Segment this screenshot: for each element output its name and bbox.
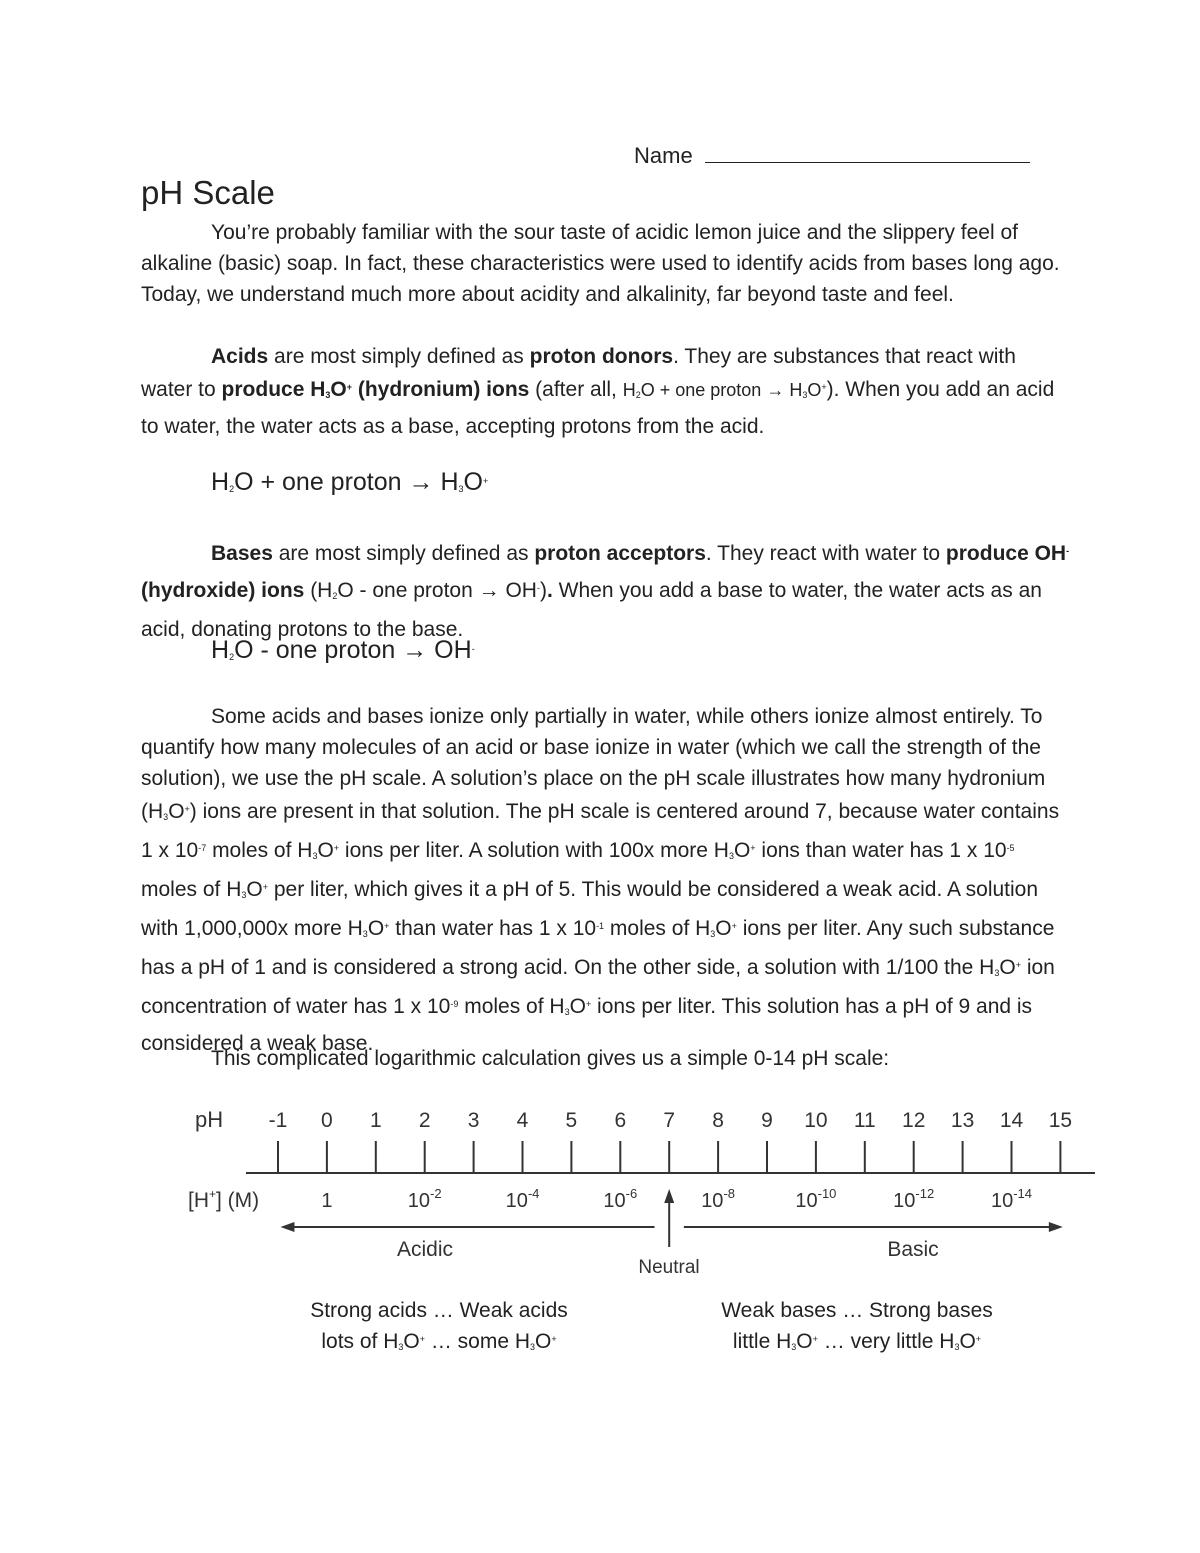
ph-tick-label: 1 <box>369 1109 382 1132</box>
base-hydronium-line: little $H_3O^+$ … very little $H_3O^+$ <box>732 1330 982 1353</box>
h-concentration-label: [H+] (M) <box>188 1187 260 1212</box>
paragraph-acids: Acids are most simply defined as proton donors. They are substances that react with water to produce $H_3O^+$ (hydronium) ions (after all, $H_2O$ + one proton → $H_3O^+$). When you add an acid to water, the water acts as a base, accepting protons from the acid. <box>141 345 1055 438</box>
acid-hydronium-line: lots of $H_3O^+$ … some $H_3O^+$ <box>321 1330 557 1353</box>
neutral-arrow-head <box>664 1189 674 1203</box>
basic-arrow-head <box>1049 1222 1063 1232</box>
paragraph-ph-explanation: Some acids and bases ionize only partially in water, while others ionize almost entirely. To quantify how many molecules of an acid or base ionize in water (which we call the strength of the solution), we use the pH scale. A solution’s place on the pH scale illustrates how many hydronium $(H_3O^+)$ ions are present in that solution. The pH scale is centered around 7, because water contains 1 x $10^{-7}$ moles of $H_3O^+$ ions per liter. A solution with 100x more $H_3O^+$ ions than water has 1 x $10^{-5}$ moles of $H_3O^+$ per liter, which gives it a pH of 5. This would be considered a weak acid. A solution with 1,000,000x more $H_3O^+$ than water has 1 x $10^{-1}$ moles of $H_3O^+$ ions per liter. Any such substance has a pH of 1 and is considered a strong acid. On the other side, a solution with 1/100 the $H_3O^+$ ion concentration of water has 1 x $10^{-9}$ moles of $H_3O^+$ ions per liter. This solution has a pH of 9 and is considered a weak base. <box>141 705 1060 1055</box>
h-concentration-value: $10^{-14}$ <box>990 1186 1033 1212</box>
ph-tick-label: 7 <box>663 1109 676 1132</box>
proton-acceptors-term: proton acceptors <box>534 542 706 565</box>
ph-tick-label: 6 <box>614 1109 627 1132</box>
ph-tick-label: 13 <box>950 1109 975 1132</box>
ph-tick-label: 15 <box>1048 1109 1073 1132</box>
acidic-label: Acidic <box>396 1238 454 1261</box>
ph-tick-label: 2 <box>418 1109 431 1132</box>
acid-strength-line: Strong acids … Weak acids <box>310 1299 568 1322</box>
ph-tick-label: 0 <box>321 1109 333 1132</box>
basic-label: Basic <box>887 1238 939 1261</box>
ph-tick-label: -1 <box>268 1109 288 1132</box>
acids-term: Acids <box>211 345 269 368</box>
name-field[interactable] <box>634 140 1030 169</box>
h-concentration-value: $10^{-8}$ <box>701 1186 736 1212</box>
ph-tick-label: 11 <box>853 1109 876 1132</box>
name-blank-line[interactable] <box>705 140 1030 163</box>
ph-scale-diagram <box>180 1095 1120 1295</box>
h-concentration-value: $10^{-10}$ <box>795 1186 837 1212</box>
equation-hydroxide: $H_2O$ - one proton → OH- <box>211 636 475 664</box>
ph-tick-label: 10 <box>804 1109 828 1132</box>
proton-donors-term: proton donors <box>529 345 674 368</box>
h-concentration-value: $10^{-6}$ <box>603 1186 638 1212</box>
h-concentration-value: 1 <box>321 1190 333 1212</box>
page-title: pH Scale <box>141 174 275 211</box>
name-label: Name <box>634 143 693 168</box>
ph-tick-label: 3 <box>467 1109 480 1132</box>
h-concentration-value: $10^{-4}$ <box>505 1186 540 1212</box>
bases-term: Bases <box>211 542 273 565</box>
ph-tick-label: 4 <box>516 1109 529 1132</box>
ph-tick-label: 9 <box>761 1109 773 1132</box>
h-concentration-value: $10^{-2}$ <box>407 1186 442 1212</box>
equation-hydronium: $H_2O$ + one proton → $H_3O^+$ <box>211 468 489 496</box>
ph-tick-label: 8 <box>712 1109 724 1132</box>
h-concentration-value: $10^{-12}$ <box>893 1186 935 1212</box>
base-strength-line: Weak bases … Strong bases <box>721 1299 993 1322</box>
ph-tick-label: 12 <box>902 1109 926 1132</box>
produce-hydroxide-term: produce OH- (hydroxide) ions <box>141 542 1070 602</box>
ph-tick-label: 5 <box>565 1109 578 1132</box>
ph-tick-label: 14 <box>999 1109 1024 1132</box>
paragraph-bases: Bases are most simply defined as proton acceptors. They react with water to produce OH- (hydroxide) ions ($H_2O$ - one proton → OH-). When you add a base to water, the water acts as an acid, donating protons to the base. <box>141 542 1070 641</box>
acidic-arrow-head <box>280 1222 294 1232</box>
base-strength-caption <box>702 1297 1012 1361</box>
neutral-label: Neutral <box>638 1257 700 1278</box>
paragraph-intro: You’re probably familiar with the sour taste of acidic lemon juice and the slippery feel of alkaline (basic) soap. In fact, these characteristics were used to identify acids from bases long ago. Today, we understand much more about acidity and alkalinity, far beyond taste and feel. <box>141 221 1060 306</box>
produce-hydronium-term: produce $H_3O^+$ (hydronium) ions <box>221 378 530 401</box>
ph-axis-label: pH <box>195 1107 224 1132</box>
paragraph-scale-intro: This complicated logarithmic calculation gives us a simple 0-14 pH scale: <box>211 1047 890 1070</box>
acid-strength-caption <box>293 1297 585 1361</box>
inline-equation: $H_2O$ + one proton → $H_3O^+$ <box>622 380 827 400</box>
